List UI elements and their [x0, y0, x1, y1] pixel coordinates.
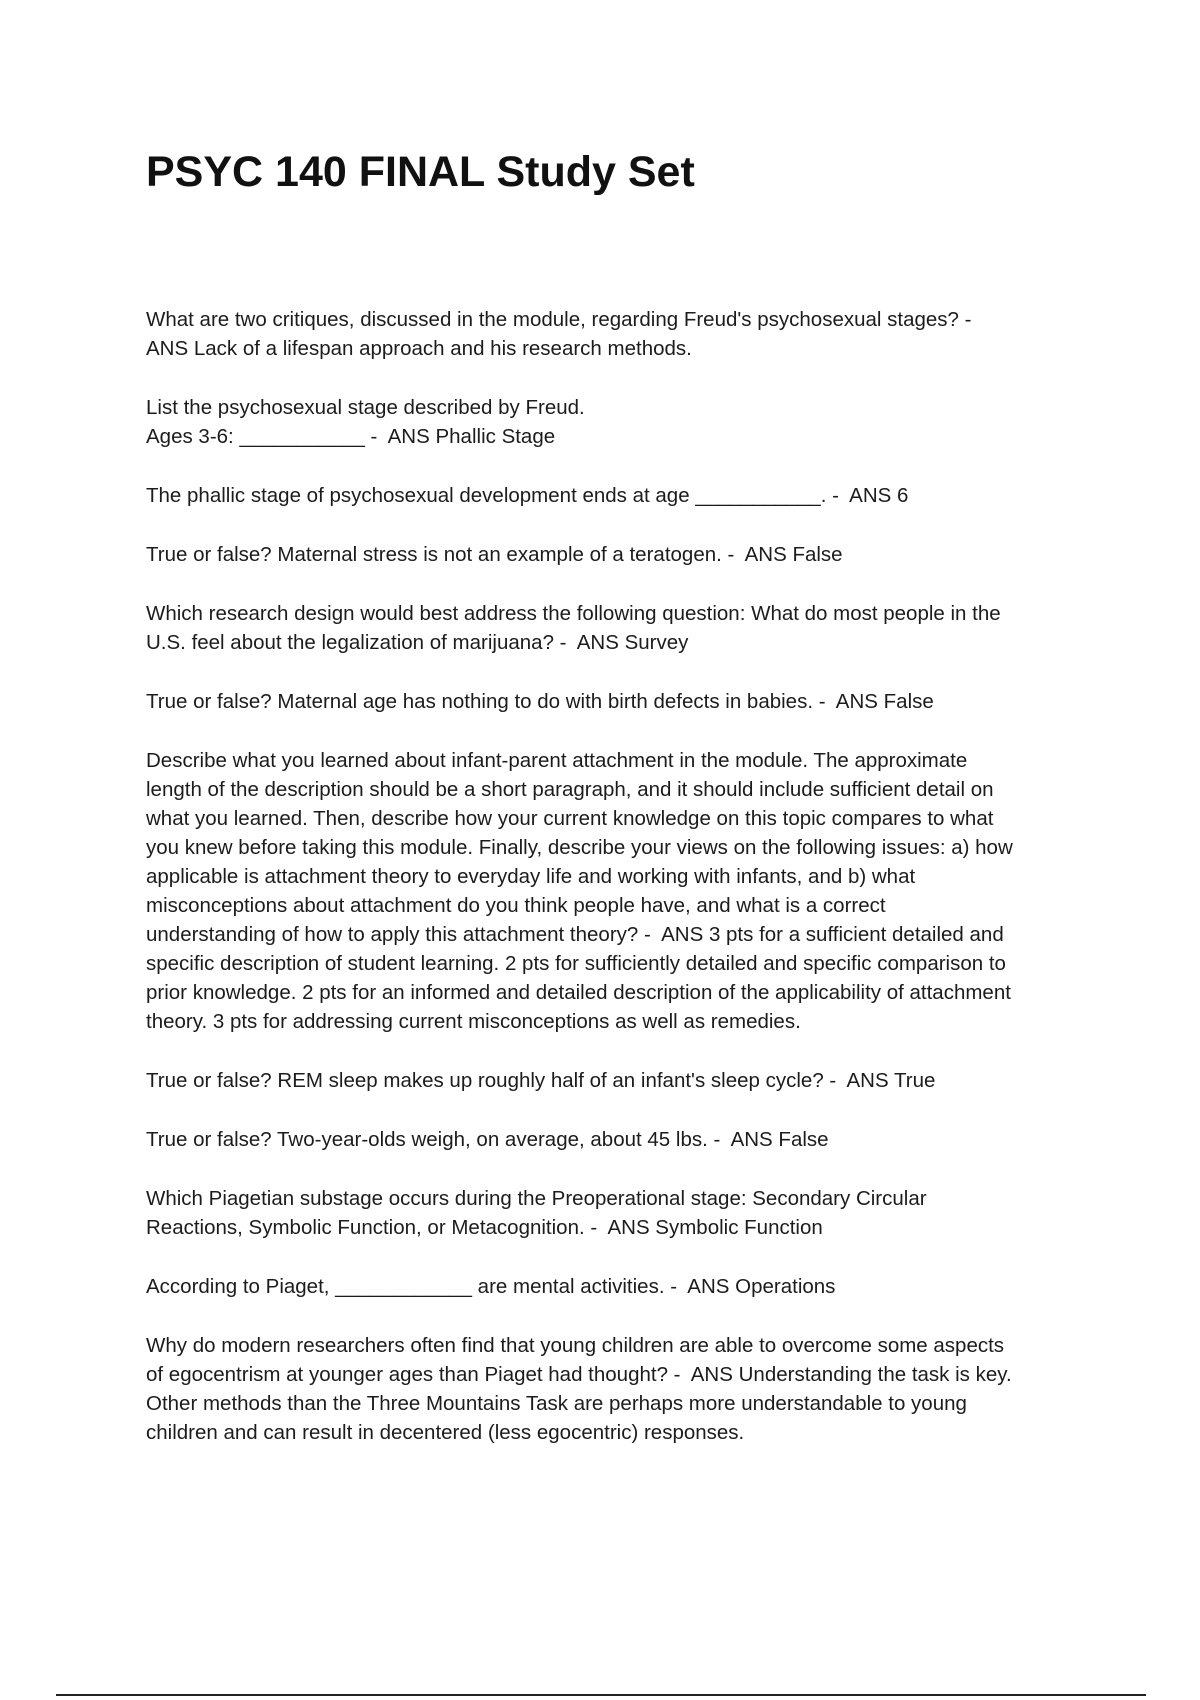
text-line: what you learned. Then, describe how your current knowledge on this topic compares to what [146, 807, 994, 830]
text-line: True or false? REM sleep makes up roughly half of an infant's sleep cycle? - ANS True [146, 1069, 936, 1092]
text-line: Which research design would best address the following question: What do most people in the [146, 602, 1001, 625]
text-line: U.S. feel about the legalization of marijuana? - ANS Survey [146, 631, 689, 654]
text-line: Reactions, Symbolic Function, or Metacognition. - ANS Symbolic Function [146, 1216, 823, 1239]
text-line: True or false? Maternal age has nothing to do with birth defects in babies. - ANS False [146, 690, 934, 713]
text-line: According to Piaget, ____________ are mental activities. - ANS Operations [146, 1275, 836, 1298]
text-line: What are two critiques, discussed in the module, regarding Freud's psychosexual stages? - [146, 308, 972, 331]
text-line: Which Piagetian substage occurs during the Preoperational stage: Secondary Circular [146, 1187, 927, 1210]
question-list [146, 305, 1086, 1477]
text-line: theory. 3 pts for addressing current misconceptions as well as remedies. [146, 1010, 801, 1033]
question-answer-item [146, 1125, 1086, 1154]
text-line: Describe what you learned about infant-parent attachment in the module. The approximate [146, 749, 968, 772]
text-line: misconceptions about attachment do you think people have, and what is a correct [146, 894, 886, 917]
question-answer-item [146, 540, 1086, 569]
question-answer-item [146, 393, 1086, 451]
text-line: understanding of how to apply this attachment theory? - ANS 3 pts for a sufficient detailed and [146, 923, 1004, 946]
question-answer-item [146, 746, 1086, 1036]
question-answer-item [146, 687, 1086, 716]
text-line: specific description of student learning. 2 pts for sufficiently detailed and specific comparison to [146, 952, 1006, 975]
text-line: prior knowledge. 2 pts for an informed and detailed description of the applicability of attachment [146, 981, 1011, 1004]
text-line: True or false? Maternal stress is not an example of a teratogen. - ANS False [146, 543, 843, 566]
text-line: applicable is attachment theory to everyday life and working with infants, and b) what [146, 865, 916, 888]
text-line: of egocentrism at younger ages than Piaget had thought? - ANS Understanding the task is key. [146, 1363, 1012, 1386]
text-line: List the psychosexual stage described by Freud. [146, 396, 585, 419]
question-answer-item [146, 305, 1086, 363]
text-line: you knew before taking this module. Finally, describe your views on the following issues: a) how [146, 836, 1013, 859]
text-line: length of the description should be a short paragraph, and it should include sufficient detail on [146, 778, 994, 801]
text-line: Other methods than the Three Mountains Task are perhaps more understandable to young [146, 1392, 967, 1415]
text-line: True or false? Two-year-olds weigh, on average, about 45 lbs. - ANS False [146, 1128, 829, 1151]
question-answer-item [146, 1184, 1086, 1242]
text-line: Why do modern researchers often find that young children are able to overcome some aspects [146, 1334, 1005, 1357]
question-answer-item [146, 1272, 1086, 1301]
text-line: The phallic stage of psychosexual development ends at age ___________. - ANS 6 [146, 484, 909, 507]
text-line: Ages 3-6: ___________ - ANS Phallic Stage [146, 425, 556, 448]
question-answer-item [146, 599, 1086, 657]
footer-divider [56, 1694, 1146, 1696]
text-line: children and can result in decentered (less egocentric) responses. [146, 1421, 745, 1444]
page-title: PSYC 140 FINAL Study Set [146, 148, 695, 196]
question-answer-item [146, 1066, 1086, 1095]
question-answer-item [146, 1331, 1086, 1447]
question-answer-item [146, 481, 1086, 510]
text-line: ANS Lack of a lifespan approach and his research methods. [146, 337, 692, 360]
